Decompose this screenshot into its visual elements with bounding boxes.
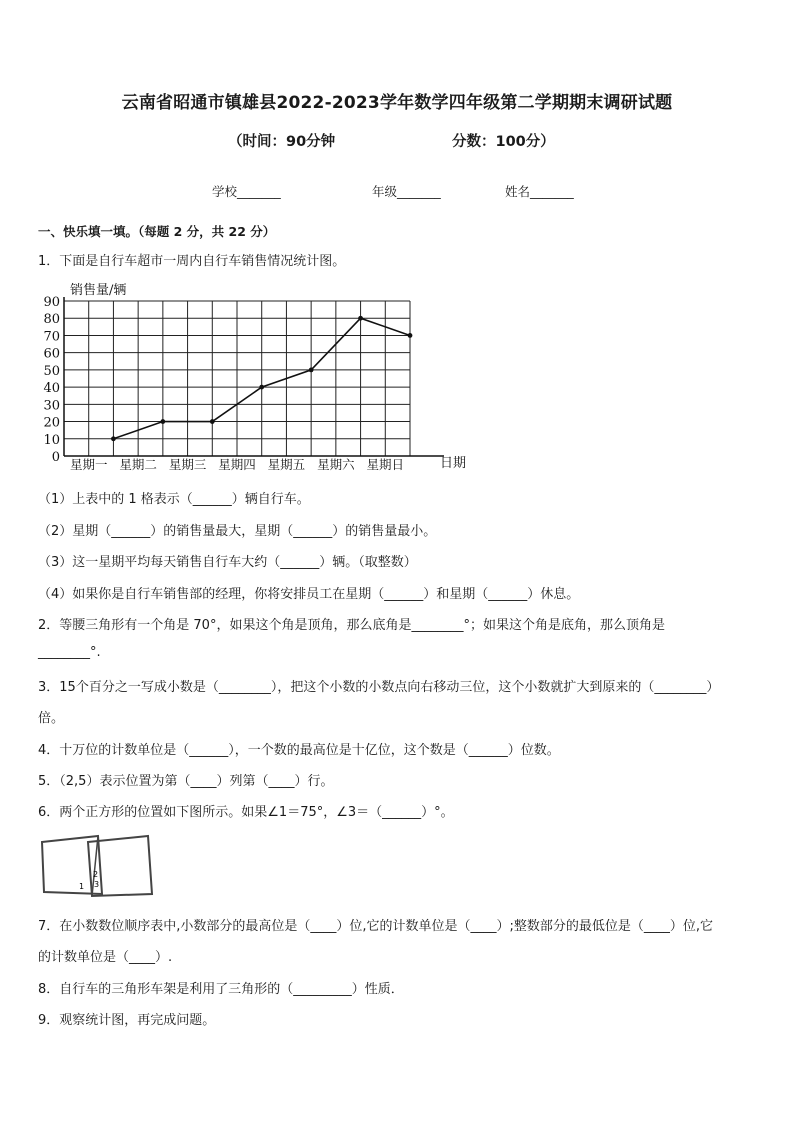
grade-field: 年级_______ [372,184,441,199]
name-field: 姓名_______ [505,184,574,199]
y-tick-label: 40 [43,381,60,397]
y-tick-label: 30 [43,398,60,414]
question-2-line-2: ________°. [38,645,101,660]
question-6: 6．两个正方形的位置如下图所示。如果∠1＝75°，∠3＝（______）°。 [38,805,454,820]
x-category-label: 星期日 [366,457,405,472]
data-point [408,333,413,338]
question-5: 5．（2,5）表示位置为第（____）列第（____）行。 [38,774,334,789]
question-1: 1．下面是自行车超市一周内自行车销售情况统计图。 [38,254,346,269]
y-tick-label: 50 [43,363,60,379]
y-tick-labels [43,295,60,465]
y-tick-label: 60 [43,346,60,362]
y-tick-label: 80 [43,312,60,328]
question-7-line-2: 的计数单位是（____）. [38,950,173,965]
school-field: 学校_______ [212,184,281,199]
x-axis-label: 日期 [440,456,467,471]
data-point [111,436,116,441]
exam-score: 分数：100分） [452,134,555,150]
data-point [309,367,314,372]
y-tick-label: 90 [43,295,60,310]
question-8: 8．自行车的三角形车架是利用了三角形的（_________）性质． [38,982,404,997]
y-tick-label: 20 [43,415,60,431]
question-1-3: （3）这一星期平均每天销售自行车大约（______）辆。（取整数） [38,555,417,570]
question-3-line-1: 3．15个百分之一写成小数是（________），把这个小数的小数点向右移动三位，这个小数就扩大到原来的（________） [38,680,720,695]
angle-3-label: 3 [94,880,100,889]
x-category-labels [70,457,404,472]
question-1-1: （1）上表中的 1 格表示（______）辆自行车。 [38,492,310,507]
question-9: 9．观察统计图，再完成问题。 [38,1013,216,1028]
question-7-line-1: 7．在小数数位顺序表中,小数部分的最高位是（____）位,它的计数单位是（____）;整数部分的最低位是（____）位,它 [38,919,714,934]
x-category-label: 星期四 [218,457,256,472]
y-tick-label: 10 [43,432,60,448]
question-2-line-1: 2．等腰三角形有一个角是 70°，如果这个角是顶角，那么底角是________°；如果这个角是底角，那么顶角是 [38,618,665,633]
x-category-label: 星期五 [267,457,306,472]
x-category-label: 星期六 [317,457,355,472]
section-heading: 一、快乐填一填。（每题 2 分，共 22 分） [38,224,276,239]
data-point [259,385,264,390]
angle-1-label: 1 [79,882,85,891]
data-point [160,419,165,424]
y-axis-label: 销售量/辆 [70,283,127,298]
x-category-label: 星期三 [168,457,207,472]
x-category-label: 星期一 [69,457,108,472]
question-4: 4．十万位的计数单位是（______），一个数的最高位是十亿位，这个数是（______）位数。 [38,743,560,758]
chart-grid [64,297,444,456]
exam-time: （时间：90分钟 [228,134,336,150]
question-1-2: （2）星期（______）的销售量最大，星期（______）的销售量最小。 [38,524,437,539]
two-squares-figure [36,832,166,902]
y-tick-label: 70 [43,329,60,345]
data-point [358,316,363,321]
y-tick-label: 0 [51,450,60,465]
sales-line-chart [36,278,486,478]
x-category-label: 星期二 [119,457,157,472]
angle-2-label: 2 [93,870,99,879]
page-title: 云南省昭通市镇雄县2022-2023学年数学四年级第二学期期末调研试题 [121,93,673,113]
question-1-4: （4）如果你是自行车销售部的经理，你将安排员工在星期（______）和星期（______）休息。 [38,587,580,602]
question-3-line-2: 倍。 [38,711,65,726]
data-point [210,419,215,424]
